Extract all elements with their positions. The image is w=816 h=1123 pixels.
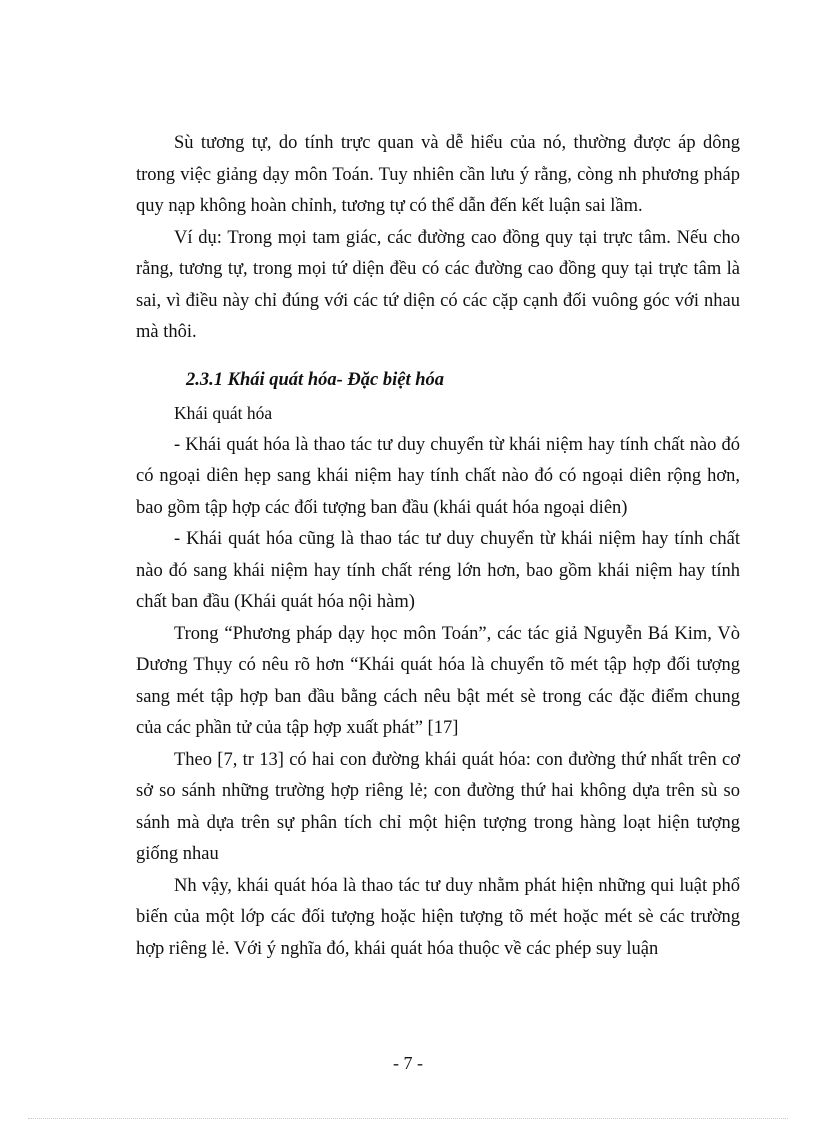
page-bottom-divider — [28, 1118, 788, 1119]
subheading: Khái quát hóa — [174, 403, 273, 423]
paragraph-two-paths: Theo [7, tr 13] có hai con đường khái quát hóa: con đường thứ nhất trên cơ sở so sánh những trường hợp riêng lẻ; con đường thứ hai không dựa trên sù so sánh mà dựa trên sự phân tích chỉ một hiện tượng trong hàng loạt hiện tượng giống nhau — [136, 749, 740, 864]
section-heading: 2.3.1 Khái quát hóa- Đặc biệt hóa — [186, 369, 444, 390]
paragraph-definition-intension: - Khái quát hóa cũng là thao tác tư duy chuyển từ khái niệm hay tính chất nào đó sang khái niệm hay tính chất réng lớn hơn, bao gồm khái niệm hay tính chất ban đầu (Khái quát hóa nội hàm) — [136, 529, 740, 612]
paragraph-conclusion: Nh vậy, khái quát hóa là thao tác tư duy nhằm phát hiện những qui luật phổ biến của một lớp các đối tượng hoặc hiện tượng tõ mét hoặc mét sè các trường hợp riêng lẻ. Với ý nghĩa đó, khái quát hóa thuộc về các phép suy luận — [136, 875, 740, 959]
page-number: - 7 - — [393, 1053, 423, 1073]
page-body — [136, 128, 740, 965]
paragraph-example: Ví dụ: Trong mọi tam giác, các đường cao đồng quy tại trực tâm. Nếu cho rằng, tương tự, trong mọi tứ diện đều có các đường cao đồng quy tại trực tâm là sai, vì điều này chỉ đúng với các tứ diện có các cặp cạnh đối vuông góc với nhau mà thôi. — [136, 227, 740, 342]
paragraph-analogy: Sù tương tự, do tính trực quan và dễ hiểu của nó, thường được áp dông trong việc giảng dạy môn Toán. Tuy nhiên cần lưu ý rằng, còng nh phương pháp quy nạp không hoàn chỉnh, tương tự có thể dẫn đến kết luận sai lầm. — [136, 133, 740, 216]
paragraph-citation: Trong “Phương pháp dạy học môn Toán”, các tác giả Nguyễn Bá Kim, Vò Dương Thụy có nêu rõ hơn “Khái quát hóa là chuyển tõ mét tập hợp đối tượng sang mét tập hợp ban đầu bằng cách nêu bật mét sè trong các đặc điểm chung của các phần tử của tập hợp xuất phát” [17] — [136, 623, 740, 738]
paragraph-definition-extension: - Khái quát hóa là thao tác tư duy chuyển từ khái niệm hay tính chất nào đó có ngoại diên hẹp sang khái niệm hay tính chất nào đó có ngoại diên rộng hơn, bao gồm tập hợp các đối tượng ban đầu (khái quát hóa ngoại diên) — [136, 434, 740, 518]
